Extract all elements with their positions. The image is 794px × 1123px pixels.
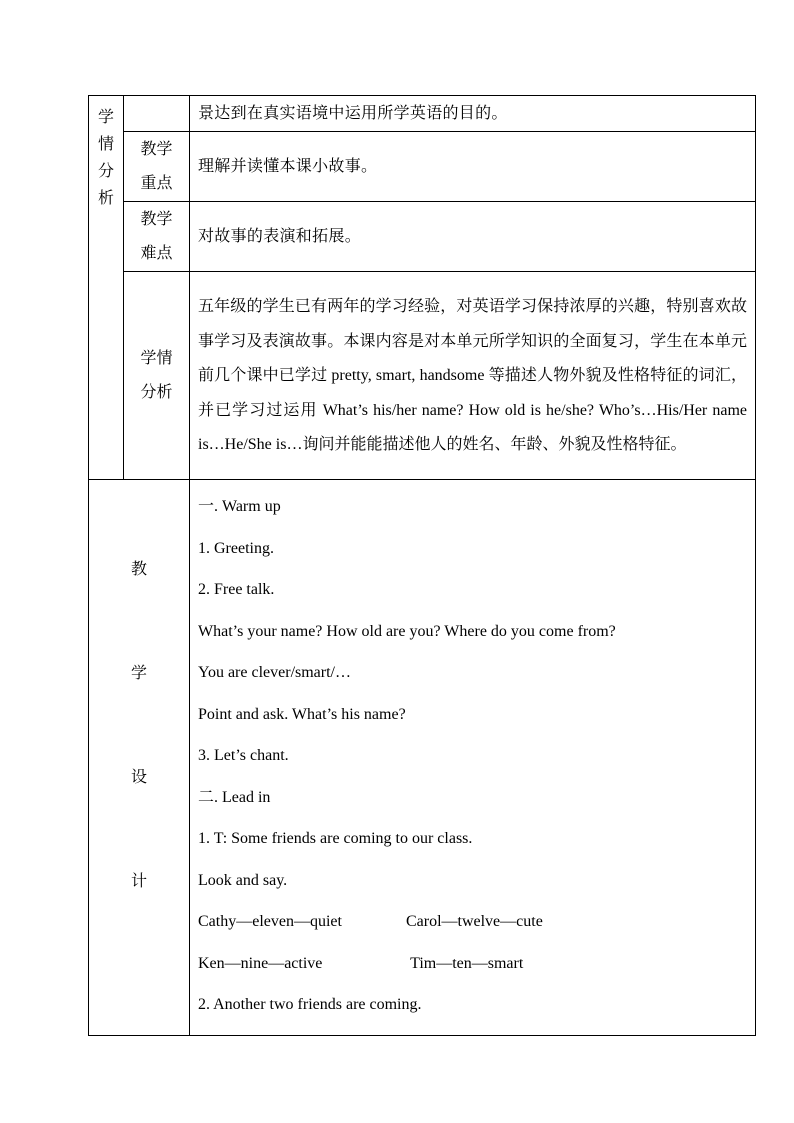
design-line-lead-in-heading: 二. Lead in [198,788,271,806]
lesson-plan-table [88,95,756,1036]
analysis-label-char-4: 析 [97,190,114,207]
design-line-warmup-heading: 一. Warm up [198,498,281,515]
learner-analysis-row [89,272,756,480]
design-line-cathy-carol: Cathy—eleven—quiet Carol—twelve—cute [198,913,543,930]
design-label-char-3: 设 [130,769,147,786]
design-line-friends-coming: 1. T: Some friends are coming to our class. [198,830,473,847]
learner-analysis-label: 学情 分析 [124,272,190,480]
analysis-label-char-1: 学 [97,109,114,126]
difficulties-label: 教学 难点 [124,202,190,272]
design-label-char-4: 计 [130,873,147,890]
empty-sublabel-cell [124,96,190,132]
design-section-label [89,480,190,1036]
design-row [89,480,756,1036]
analysis-label-char-2: 情 [97,136,114,153]
design-line-questions: What’s your name? How old are you? Where do you come from? [198,622,616,640]
design-line-chant: 3. Let’s chant. [198,747,289,764]
design-label-char-2: 学 [130,665,147,682]
learner-analysis-paragraph: 五年级的学生已有两年的学习经验，对英语学习保持浓厚的兴趣，特别喜欢故事学习及表演故事。本课内容是对本单元所学知识的全面复习，学生在本单元前几个课中已学过 pretty, smart, handsome 等描述人物外貌及性格特征的词汇，并已学习过运用 What’s his/her name? How old is he/she? Who’s…His/Her name is…He/She is…询问并能能描述他人的姓名、年龄、外貌及性格特征。 [198,298,747,454]
design-label-char-1: 教 [130,561,147,578]
continuation-text: 景达到在真实语境中运用所学英语的目的。 [190,96,756,132]
difficulties-row [89,202,756,272]
key-points-text: 理解并读懂本课小故事。 [190,132,756,202]
design-line-ken-tim: Ken—nine—active Tim—ten—smart [198,954,524,972]
continuation-row [89,96,756,132]
design-line-look-say: Look and say. [198,871,288,889]
design-line-greeting: 1. Greeting. [198,539,274,557]
key-points-label: 教学 重点 [124,132,190,202]
analysis-section-label [89,96,124,480]
design-line-another-friends: 2. Another two friends are coming. [198,996,422,1013]
design-content [190,480,756,1036]
difficulties-text: 对故事的表演和拓展。 [190,202,756,272]
learner-analysis-text [190,272,756,480]
design-line-clever: You are clever/smart/… [198,664,351,681]
analysis-label-char-3: 分 [97,163,114,180]
design-line-point-ask: Point and ask. What’s his name? [198,705,406,723]
key-points-row [89,132,756,202]
design-line-free-talk: 2. Free talk. [198,581,275,598]
